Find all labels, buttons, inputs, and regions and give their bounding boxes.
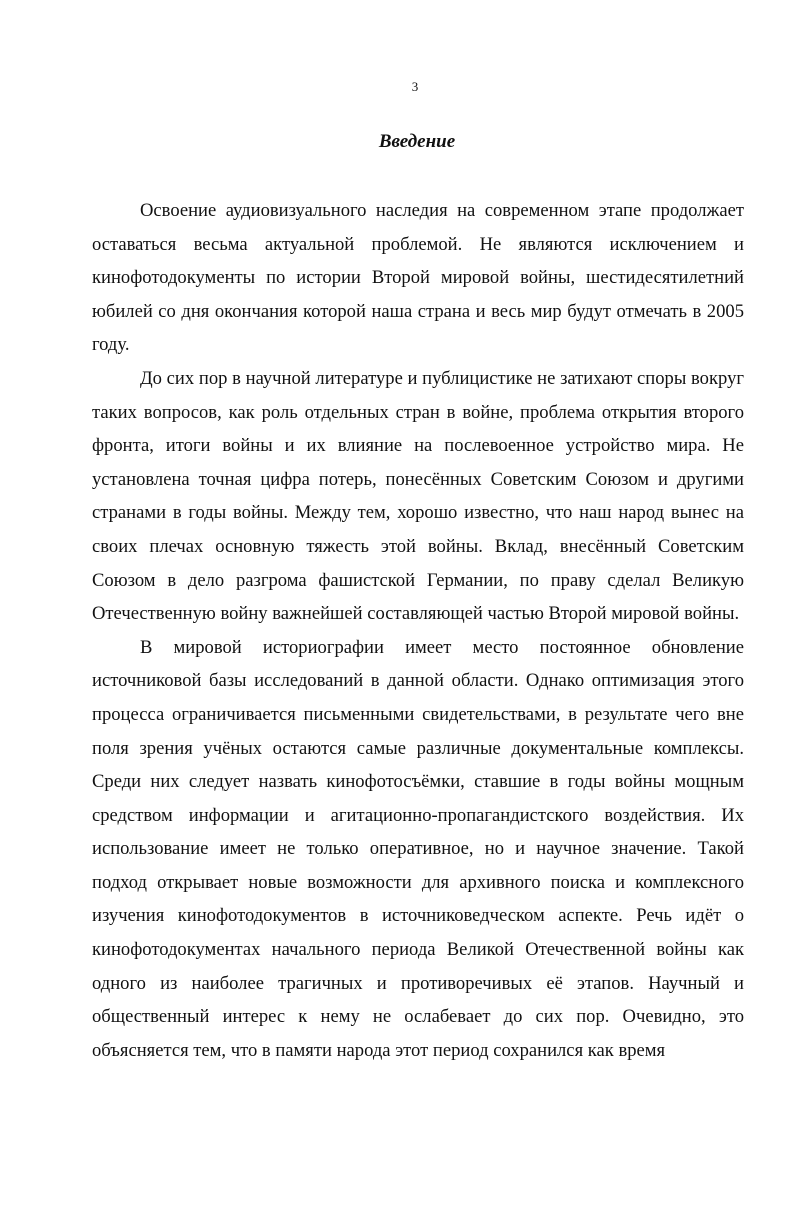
paragraph-3: В мировой историографии имеет место постоянное обновление источниковой базы исследований в данной области. Однако оптимизация этого процесса ограничивается письменными свидетельствами, в результате чего вне поля зрения учёных остаются самые различные документальные комплексы. Среди них следует назвать кинофотосъёмки, ставшие в годы войны мощным средством информации и агитационно-пропагандистского воздействия. Их использование имеет не только оперативное, но и научное значение. Такой подход открывает новые возможности для архивного поиска и комплексного изучения кинофотодокументов в источниковедческом аспекте. Речь идёт о кинофотодокументах начального периода Великой Отечественной войны как одного из наиболее трагичных и противоречивых её этапов. Научный и общественный интерес к нему не ослабевает до сих пор. Очевидно, это объясняется тем, что в памяти народа этот период сохранился как время <box>92 636 744 1061</box>
page-number: 3 <box>411 79 419 94</box>
paragraph-1: Освоение аудиовизуального наследия на современном этапе продолжает оставаться весьма актуальной проблемой. Не являются исключением и кинофотодокументы по истории Второй мировой войны, шестидесятилетний юбилей со дня окончания которой наша страна и весь мир будут отмечать в 2005 году. <box>92 200 744 356</box>
section-title: Введение <box>378 131 456 152</box>
body-text <box>92 194 744 1067</box>
paragraph-2: До сих пор в научной литературе и публицистике не затихают споры вокруг таких вопросов, как роль отдельных стран в войне, проблема открытия второго фронта, итоги войны и их влияние на послевоенное устройство мира. Не установлена точная цифра потерь, понесённых Советским Союзом и другими странами в годы войны. Между тем, хорошо известно, что наш народ вынес на своих плечах основную тяжесть этой войны. Вклад, внесённый Советским Союзом в дело разгрома фашистской Германии, по праву сделал Великую Отечественную войну важнейшей составляющей частью Второй мировой войны. <box>92 367 744 625</box>
